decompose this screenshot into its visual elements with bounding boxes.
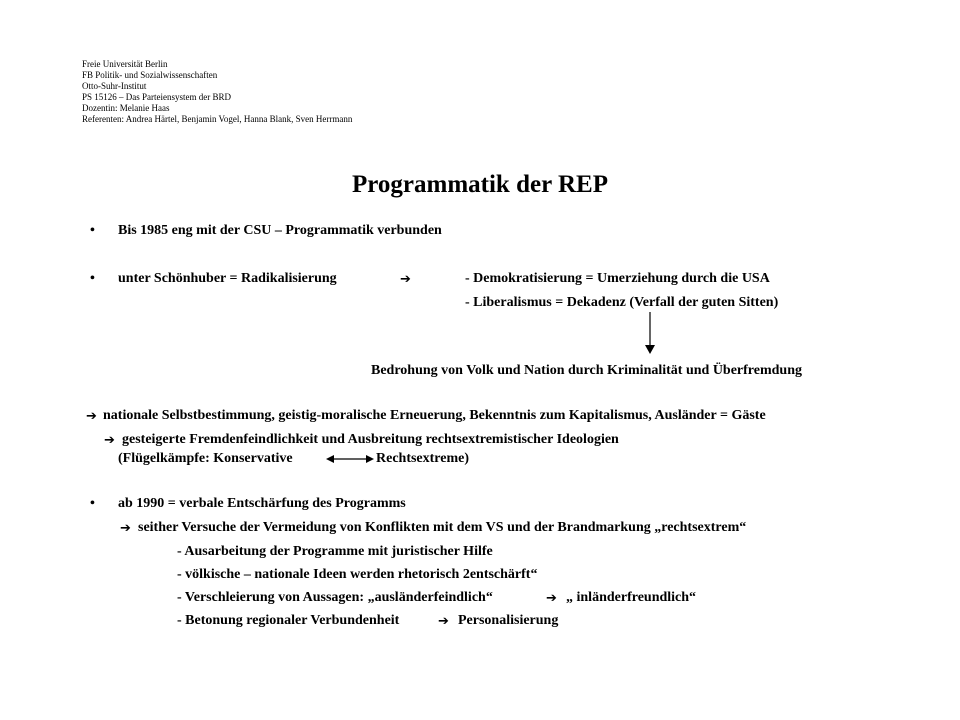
detail-line-4-right: Personalisierung <box>458 613 559 628</box>
bullet-text-1: Bis 1985 eng mit der CSU – Programmatik verbunden <box>118 223 442 238</box>
arrow-right-icon: ➔ <box>120 521 131 536</box>
bullet-text-3: ab 1990 = verbale Entschärfung des Programms <box>118 496 406 511</box>
radical-point-2: - Liberalismus = Dekadenz (Verfall der guten Sitten) <box>465 295 779 310</box>
detail-line-2: - völkische – nationale Ideen werden rhetorisch 2entschärft“ <box>177 567 538 582</box>
page-title: Programmatik der REP <box>352 171 608 198</box>
header-line-1: Freie Universität Berlin <box>82 59 168 69</box>
arrow-right-icon: ➔ <box>104 433 115 448</box>
detail-line-3-right: „ inländerfreundlich“ <box>566 590 697 605</box>
threat-line: Bedrohung von Volk und Nation durch Kriminalität und Überfremdung <box>371 363 803 378</box>
since-line: seither Versuche der Vermeidung von Konflikten mit dem VS und der Brandmarkung „rechtsextrem“ <box>138 520 747 535</box>
wing-struggle-right: Rechtsextreme) <box>376 451 470 466</box>
header-line-5: Dozentin: Melanie Haas <box>82 103 170 113</box>
bullet-text-2: unter Schönhuber = Radikalisierung <box>118 271 337 286</box>
double-arrow-icon <box>326 453 374 465</box>
national-line: nationale Selbstbestimmung, geistig-moralische Erneuerung, Bekenntnis zum Kapitalismus, Ausländer = Gäste <box>103 408 766 423</box>
detail-line-4-left: - Betonung regionaler Verbundenheit <box>177 613 400 628</box>
xenophobia-line: gesteigerte Fremdenfeindlichkeit und Ausbreitung rechtsextremistischer Ideologien <box>122 432 619 447</box>
bullet-icon: • <box>90 271 95 286</box>
detail-line-1: - Ausarbeitung der Programme mit juristischer Hilfe <box>177 544 493 559</box>
header-line-4: PS 15126 – Das Parteiensystem der BRD <box>82 92 231 102</box>
arrow-right-icon: ➔ <box>546 591 557 606</box>
header-line-3: Otto-Suhr-Institut <box>82 81 147 91</box>
bullet-icon: • <box>90 223 95 238</box>
arrow-right-icon: ➔ <box>438 614 449 629</box>
arrow-down-icon <box>644 312 656 354</box>
detail-line-3-left: - Verschleierung von Aussagen: „ausländerfeindlich“ <box>177 590 493 605</box>
bullet-icon: • <box>90 496 95 511</box>
header-line-6: Referenten: Andrea Härtel, Benjamin Vogel, Hanna Blank, Sven Herrmann <box>82 114 353 124</box>
radical-point-1: - Demokratisierung = Umerziehung durch die USA <box>465 271 770 286</box>
arrow-right-icon: ➔ <box>86 409 97 424</box>
arrow-right-icon: ➔ <box>400 272 411 287</box>
wing-struggle-left: (Flügelkämpfe: Konservative <box>118 451 293 466</box>
header-line-2: FB Politik- und Sozialwissenschaften <box>82 70 218 80</box>
